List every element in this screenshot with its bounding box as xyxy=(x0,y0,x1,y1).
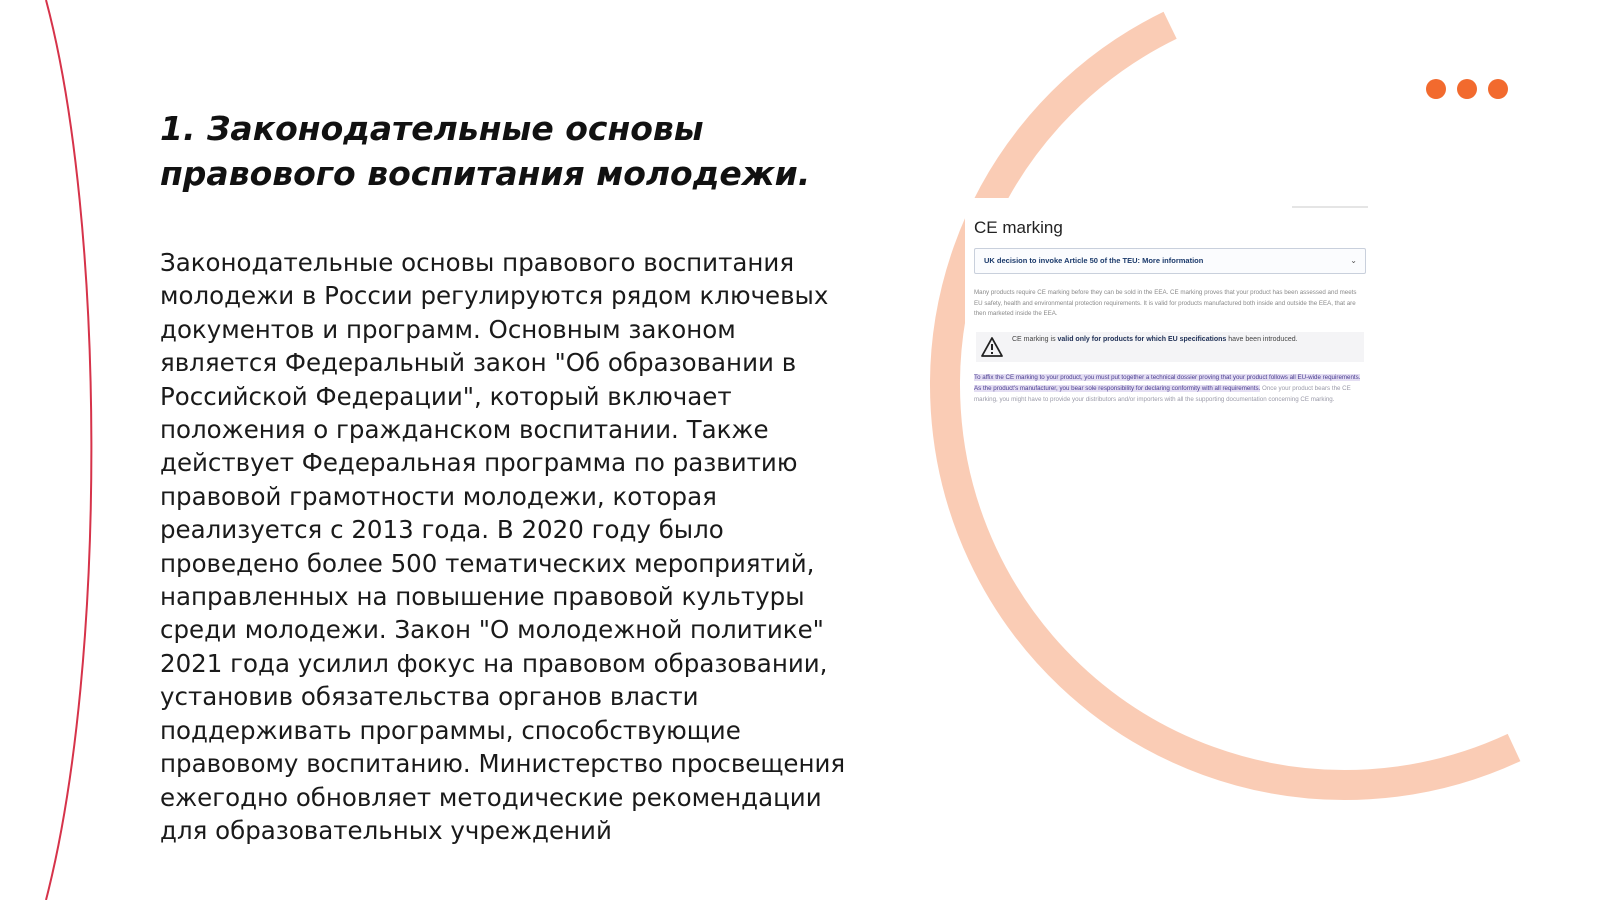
chevron-down-icon: ⌄ xyxy=(1350,256,1357,265)
ce-requirements-paragraph xyxy=(974,372,1366,405)
slide-title: 1. Законодательные основы правового воспитания молодежи. xyxy=(160,109,811,193)
ce-marking-heading: CE marking xyxy=(974,218,1063,237)
decorative-dots xyxy=(1426,79,1508,99)
dot-3 xyxy=(1488,79,1508,99)
warning-bold: valid only for products for which EU specifications xyxy=(1057,336,1227,343)
warning-suffix: have been introduced. xyxy=(1226,336,1298,343)
info-dropdown[interactable] xyxy=(974,248,1366,274)
dot-1 xyxy=(1426,79,1446,99)
warning-prefix: CE marking is xyxy=(1012,336,1058,343)
warning-text xyxy=(1012,336,1298,343)
warning-box xyxy=(976,332,1364,362)
warning-triangle-icon xyxy=(980,336,1004,358)
orange-arc xyxy=(813,0,1600,900)
left-red-curve xyxy=(46,0,91,900)
highlighted-text: To affix the CE marking to your product, you must put together a technical dossier proving that your product follows all EU-wide requirements. As the product's manufacturer, you bear sole responsibility for declaring conformity with all requirements. xyxy=(974,374,1361,392)
slide-body-text: Законодательные основы правового воспитания молодежи в России регулируются рядом ключевых документов и программ. Основным законом является Федеральный закон "Об образовании в Российской Федерации", который включает положения о гражданском воспитании. Также действует Федеральная программа по развитию правовой грамотности молодежи, которая реализуется с 2013 года. В 2020 году было проведено более 500 тематических мероприятий, направленных на повышение правовой культуры среди молодежи. Закон "О молодежной политике" 2021 года усилил фокус на правовом образовании, установив обязательства органов власти поддерживать программы, способствующие правовому воспитанию. Министерство просвещения ежегодно обновляет методические рекомендации для образовательных учреждений xyxy=(160,248,846,845)
ce-intro-paragraph: Many products require CE marking before they can be sold in the EEA. CE marking proves that your product has been assessed and meets EU safety, health and environmental protection requirements. It is valid for products manufactured both inside and outside the EEA, that are then marketed inside the EEA. xyxy=(974,289,1357,317)
embedded-ce-marking-screenshot xyxy=(970,200,1370,420)
screenshot-top-bar xyxy=(1292,206,1368,208)
trailing-text: Once your product bears the CE marking, you might have to provide your distributors and/or importers with all the supporting documentation concerning CE marking. xyxy=(974,385,1351,403)
dot-2 xyxy=(1457,79,1477,99)
info-dropdown-label: UK decision to invoke Article 50 of the TEU: More information xyxy=(984,256,1204,265)
